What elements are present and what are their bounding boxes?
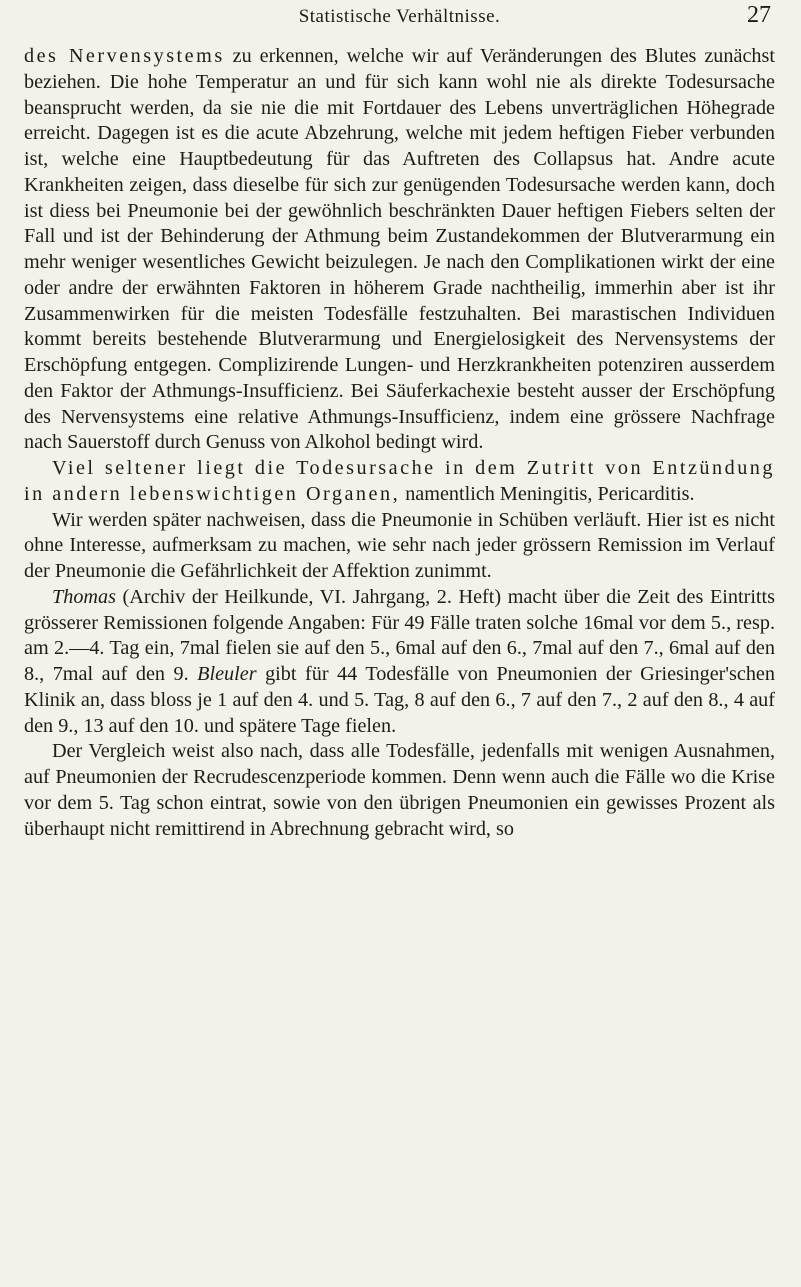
text-run: (Archiv der Heilkunde, VI. Jahrgang, 2. Heft) macht über die Zeit des Eintritts grösserer Remissionen folgende Angaben: Für 49 Fälle traten solche 16mal vor dem 5., resp. am 2.—4. Tag ein, 7mal fielen sie auf den 5., 6mal auf den 6., 7mal auf den 7., 6mal auf den 8., 7mal auf den 9. xyxy=(24,585,775,685)
running-title: Statistische Verhältnisse. xyxy=(298,6,501,27)
text-run: des Nervensystems xyxy=(24,45,225,67)
text-run: gibt für 44 Todesfälle von Pneumonien der Griesinger'schen Klinik an, dass bloss je 1 auf den 4. und 5. Tag, 8 auf den 6., 7 auf den 7., 2 auf den 8., 4 auf den 9., 13 auf den 10. und spätere Tage fielen. xyxy=(24,663,775,737)
paragraph xyxy=(24,508,775,585)
paragraph xyxy=(24,44,775,456)
paragraph xyxy=(24,456,775,508)
text-run: Wir werden später nachweisen, dass die Pneumonie in Schüben verläuft. Hier ist es nicht ohne Interesse, aufmerksam zu machen, wie sehr nach jeder grössern Remission im Verlauf der Pneumonie die Gefährlichkeit der Affektion zunimmt. xyxy=(24,508,775,582)
page-number: 27 xyxy=(747,2,771,28)
text-run: Viel seltener liegt die Todesursache in dem Zutritt von Entzündung in andern lebenswichtigen Organen, xyxy=(24,457,775,505)
text-run: namentlich Meningitis, Pericarditis. xyxy=(400,482,695,505)
text-run: zu erkennen, welche wir auf Veränderungen des Blutes zunächst beziehen. Die hohe Temperatur an und für sich kann wohl nie als direkte Todesursache beansprucht werden, da sie nie die mit Fortdauer des Lebens unverträglichen Höhegrade erreicht. Dagegen ist es die acute Abzehrung, welche mit jedem heftigen Fieber verbunden ist, welche eine Hauptbedeutung für das Auftreten des Collapsus hat. Andre acute Krankheiten zeigen, dass dieselbe für sich zur genügenden Todesursache werden kann, doch ist diess bei Pneumonie bei der gewöhnlich beschränkten Dauer heftigen Fiebers selten der Fall und ist der Behinderung der Athmung beim Zustandekommen der Blutverarmung ein mehr weniger wesentliches Gewicht beizulegen. Je nach den Complikationen wirkt der eine oder andre der erwähnten Faktoren in höherem Grade nachtheilig, immerhin aber ist ihr Zusammenwirken für die meisten Todesfälle festzuhalten. Bei marastischen Individuen kommt bereits bestehende Blutverarmung und Energielosigkeit des Nervensystems der Erschöpfung entgegen. Complizirende Lungen- und Herzkrankheiten potenziren ausserdem den Faktor der Athmungs-Insufficienz. Bei Säuferkachexie besteht ausser der Erschöpfung des Nervensystems eine relative Athmungs-Insufficienz, indem eine grössere Nachfrage nach Sauerstoff durch Genuss von Alkohol bedingt wird. xyxy=(24,45,775,454)
running-head xyxy=(24,0,775,40)
paragraph xyxy=(24,585,775,740)
paragraph xyxy=(24,739,775,842)
body-text xyxy=(24,44,775,842)
text-run: Thomas xyxy=(52,585,116,608)
text-run: Bleuler xyxy=(197,663,257,685)
text-run: Der Vergleich weist also nach, dass alle Todesfälle, jedenfalls mit wenigen Ausnahmen, auf Pneumonien der Recrudescenzperiode kommen. Denn wenn auch die Fälle wo die Krise vor dem 5. Tag schon eintrat, sowie von den übrigen Pneumonien ein gewisses Prozent als überhaupt nicht remittirend in Abrechnung gebracht wird, so xyxy=(24,740,775,840)
